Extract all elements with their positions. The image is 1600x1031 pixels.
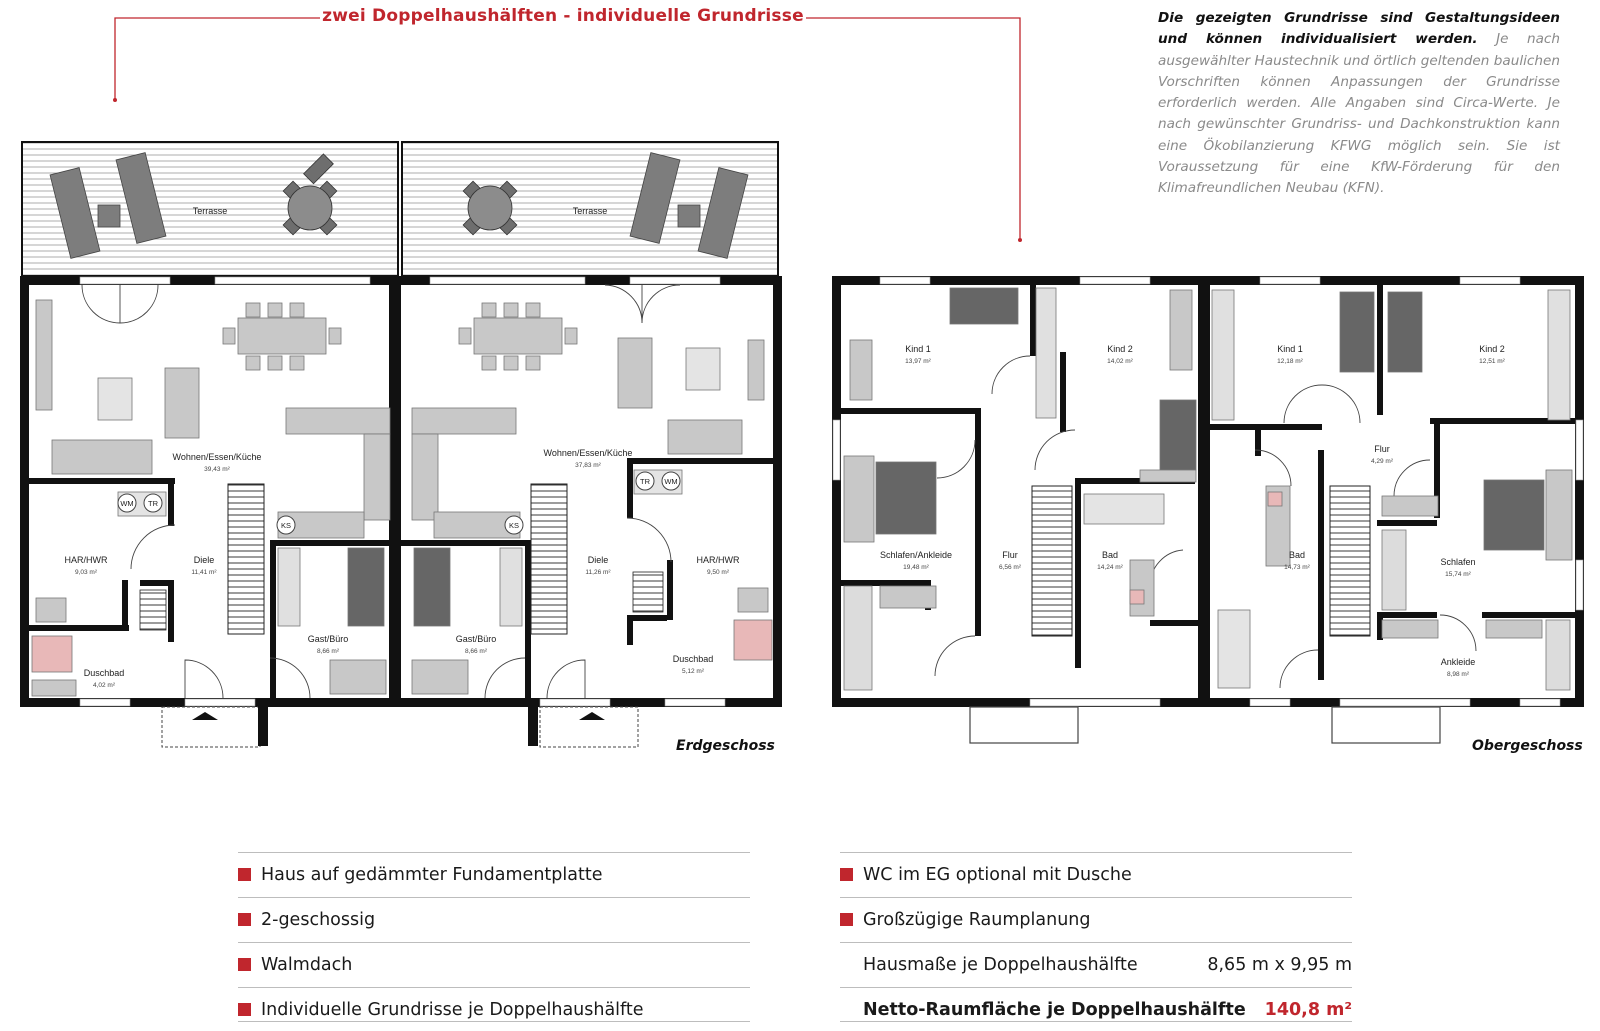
spec-dimensions <box>840 942 1352 986</box>
room-area: 8,98 m² <box>1446 671 1470 678</box>
room-name: Diele <box>587 555 609 565</box>
bullet-square-icon <box>238 1003 251 1016</box>
room-area: 4,02 m² <box>92 682 116 689</box>
stair-upper-left <box>1032 486 1072 636</box>
room-name: Kind 2 <box>1107 344 1133 354</box>
room-name: Gast/Büro <box>455 634 497 644</box>
feature-text: Walmdach <box>261 954 353 975</box>
divider <box>840 1021 1352 1022</box>
caption-upper-floor: Obergeschoss <box>1472 738 1583 754</box>
room-name: Schlafen/Ankleide <box>879 550 953 560</box>
entrance-canopy <box>162 707 638 747</box>
room-area: 9,50 m² <box>706 569 730 576</box>
room-name: Gast/Büro <box>307 634 349 644</box>
fridge-label: KS <box>280 521 292 530</box>
bullet-square-icon <box>840 913 853 926</box>
room-area: 15,74 m² <box>1445 571 1471 578</box>
room-area: 6,56 m² <box>998 564 1022 571</box>
room-name: Kind 2 <box>1479 344 1505 354</box>
info-note-text: Je nach ausgewählter Haustechnik und örtlich geltenden baulichen Vorschriften können Anpassungen der Grundrisse erforderlich werden. Alle Angaben sind Circa-Werte. Je nach gewünschter Grundriss- und Dachkonstruktion kann eine Ökobilanzierung KFWG möglich sein. Sie ist Voraussetzung für eine KfW-Förderung für den Klimafreundlichen Neubau (KFN). <box>1158 31 1560 197</box>
feature-text: Großzügige Raumplanung <box>863 909 1091 930</box>
bullet-square-icon <box>840 868 853 881</box>
room-area: 13,97 m² <box>905 358 931 365</box>
room-name: Kind 1 <box>1277 344 1303 354</box>
ground-floor-plan <box>20 142 782 747</box>
room-name: Flur <box>1374 444 1390 454</box>
feature-text: WC im EG optional mit Dusche <box>863 864 1132 885</box>
stair-upper-right <box>1330 486 1370 636</box>
feature-text: Individuelle Grundrisse je Doppelhaushälfte <box>261 999 644 1020</box>
room-area: 14,02 m² <box>1107 358 1133 365</box>
spec-value: 8,65 m x 9,95 m <box>1207 954 1352 975</box>
room-name: Wohnen/Essen/Küche <box>172 452 262 462</box>
room-area: 11,26 m² <box>585 569 611 576</box>
washer-label: WM <box>120 499 134 508</box>
room-area: 14,73 m² <box>1284 564 1310 571</box>
fridge-label: KS <box>508 521 520 530</box>
room-area: 39,43 m² <box>204 466 230 473</box>
upper-walls <box>832 276 1584 707</box>
room-area: 9,03 m² <box>74 569 98 576</box>
room-area: 37,83 m² <box>575 462 601 469</box>
room-area: 12,18 m² <box>1277 358 1303 365</box>
room-name: Diele <box>193 555 215 565</box>
spec-area <box>840 987 1352 1031</box>
feature-item <box>840 897 1352 941</box>
room-area: 11,41 m² <box>191 569 217 576</box>
divider <box>238 1021 750 1022</box>
room-name: Wohnen/Essen/Küche <box>543 448 633 458</box>
stair-left <box>228 484 264 634</box>
room-name: Bad <box>1101 550 1119 560</box>
entrance-arrow-icon <box>579 712 605 720</box>
info-note-bold: Die gezeigten Grundrisse sind Gestaltungsideen und können individualisiert werden. <box>1158 10 1560 48</box>
room-name: Duschbad <box>672 654 714 664</box>
room-name: Kind 1 <box>905 344 931 354</box>
feature-text: 2-geschossig <box>261 909 376 930</box>
feature-item <box>840 852 1352 896</box>
room-name: Schlafen <box>1440 557 1476 567</box>
room-name: Flur <box>1002 550 1018 560</box>
room-area: 5,12 m² <box>681 668 705 675</box>
headline: zwei Doppelhaushälften - individuelle Grundrisse <box>322 6 804 26</box>
spec-label: Netto-Raumfläche je Doppelhaushälfte <box>863 999 1246 1020</box>
room-area: 4,29 m² <box>1370 458 1394 465</box>
room-area: 8,66 m² <box>316 648 340 655</box>
spec-value: 140,8 m² <box>1264 999 1352 1020</box>
feature-item <box>238 852 750 896</box>
room-area: 19,48 m² <box>903 564 929 571</box>
terrace-label: Terrasse <box>192 206 228 216</box>
room-name: HAR/HWR <box>696 555 740 565</box>
dryer-label: TR <box>148 499 158 508</box>
upper-floor-plan <box>832 276 1584 743</box>
feature-item <box>238 942 750 986</box>
terrace-label: Terrasse <box>572 206 608 216</box>
spec-label: Hausmaße je Doppelhaushälfte <box>863 954 1138 975</box>
room-name: HAR/HWR <box>64 555 108 565</box>
room-area: 14,24 m² <box>1097 564 1123 571</box>
bullet-square-icon <box>238 913 251 926</box>
washer-label: WM <box>664 477 678 486</box>
room-area: 8,66 m² <box>464 648 488 655</box>
feature-item <box>238 987 750 1031</box>
feature-text: Haus auf gedämmter Fundamentplatte <box>261 864 603 885</box>
room-name: Bad <box>1288 550 1306 560</box>
room-name: Ankleide <box>1440 657 1476 667</box>
balcony <box>970 707 1440 743</box>
feature-item <box>238 897 750 941</box>
bullet-square-icon <box>238 958 251 971</box>
bullet-square-icon <box>238 868 251 881</box>
stair-right <box>531 484 567 634</box>
room-area: 12,51 m² <box>1479 358 1505 365</box>
dryer-label: TR <box>640 477 650 486</box>
entrance-arrow-icon <box>192 712 218 720</box>
room-name: Duschbad <box>83 668 125 678</box>
caption-ground-floor: Erdgeschoss <box>676 738 775 754</box>
